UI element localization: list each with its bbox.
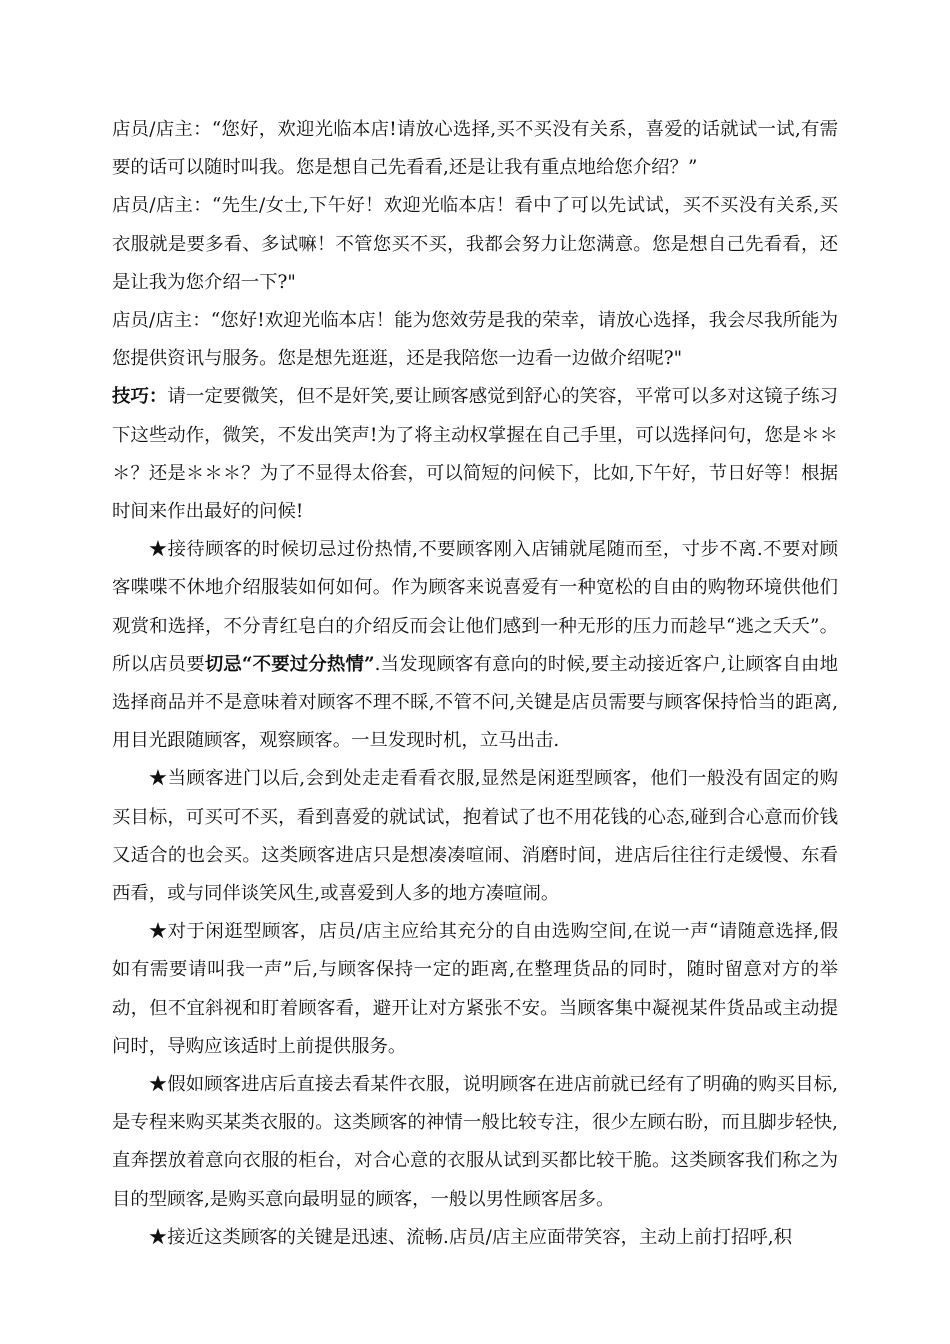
tips-paragraph [112, 378, 838, 531]
greeting-paragraph-2: 店员/店主：“先生/女士,下午好！欢迎光临本店！看中了可以先试试，买不买没有关系,买衣服就是要多看、多试嘛！不管您买不买，我都会努力让您满意。您是想自己先看看，还是让我为您介绍一下?" [112, 195, 838, 293]
star-paragraph-5: ★接近这类顾客的关键是迅速、流畅.店员/店主应面带笑容，主动上前打招呼,积 [148, 1226, 792, 1248]
star-paragraph-1 [112, 531, 838, 760]
star-paragraph-1-pre: ★接待顾客的时候切忌过份热情,不要顾客刚入店铺就尾随而至，寸步不离.不要对顾客喋喋不休地介绍服装如何如何。作为顾客来说喜爱有一种宽松的自由的购物环境供他们观赏和选择，不分青红皂白的介绍反而会让他们感到一种无形的压力而趁早“逃之夭夭”。所以店员要 [112, 539, 838, 675]
tips-label: 技巧： [112, 386, 168, 408]
greeting-paragraph-3: 店员/店主：“您好!欢迎光临本店！能为您效劳是我的荣幸，请放心选择，我会尽我所能为您提供资讯与服务。您是想先逛逛，还是我陪您一边看一边做介绍呢?" [112, 310, 838, 370]
star-paragraph-1-emphasis: 切忌“不要过分热情” [204, 653, 375, 675]
star-paragraph-4: ★假如顾客进店后直接去看某件衣服，说明顾客在进店前就已经有了明确的购买目标,是专程来购买某类衣服的。这类顾客的神情一般比较专注，很少左顾右盼，而且脚步轻快,直奔摆放着意向衣服的柜台，对合心意的衣服从试到买都比较干脆。这类顾客我们称之为目的型顾客,是购买意向最明显的顾客，一般以男性顾客居多。 [112, 1074, 838, 1210]
star-paragraph-1-post: .当发现顾客有意向的时候,要主动接近客户,让顾客自由地选择商品并不是意味着对顾客不理不睬,不管不问,关键是店员需要与顾客保持恰当的距离,用目光跟随顾客，观察顾客。一旦发现时机，立马出击. [112, 653, 838, 752]
tips-text: 请一定要微笑，但不是奸笑,要让顾客感觉到舒心的笑容，平常可以多对这镜子练习下这些动作，微笑，不发出笑声!为了将主动权掌握在自己手里，可以选择问句，您是＊＊＊？还是＊＊＊？为了不显得太俗套，可以简短的问候下，比如,下午好，节日好等！根据时间来作出最好的问候! [112, 386, 838, 523]
greeting-paragraph-1: 店员/店主：“您好，欢迎光临本店!请放心选择,买不买没有关系，喜爱的话就试一试,有需要的话可以随时叫我。您是想自己先看看,还是让我有重点地给您介绍？” [112, 119, 838, 179]
star-paragraph-2: ★当顾客进门以后,会到处走走看看衣服,显然是闲逛型顾客，他们一般没有固定的购买目标，可买可不买，看到喜爱的就试试，抱着试了也不用花钱的心态,碰到合心意而价钱又适合的也会买。这类顾客进店只是想凑凑喧闹、消磨时间，进店后往往行走缓慢、东看西看，或与同伴谈笑风生,或喜爱到人多的地方凑喧闹。 [112, 768, 838, 905]
star-paragraph-3: ★对于闲逛型顾客，店员/店主应给其充分的自由选购空间,在说一声“请随意选择,假如有需要请叫我一声”后,与顾客保持一定的距离,在整理货品的同时，随时留意对方的举动，但不宜斜视和盯着顾客看，避开让对方紧张不安。当顾客集中凝视某件货品或主动提问时，导购应该适时上前提供服务。 [112, 921, 838, 1057]
